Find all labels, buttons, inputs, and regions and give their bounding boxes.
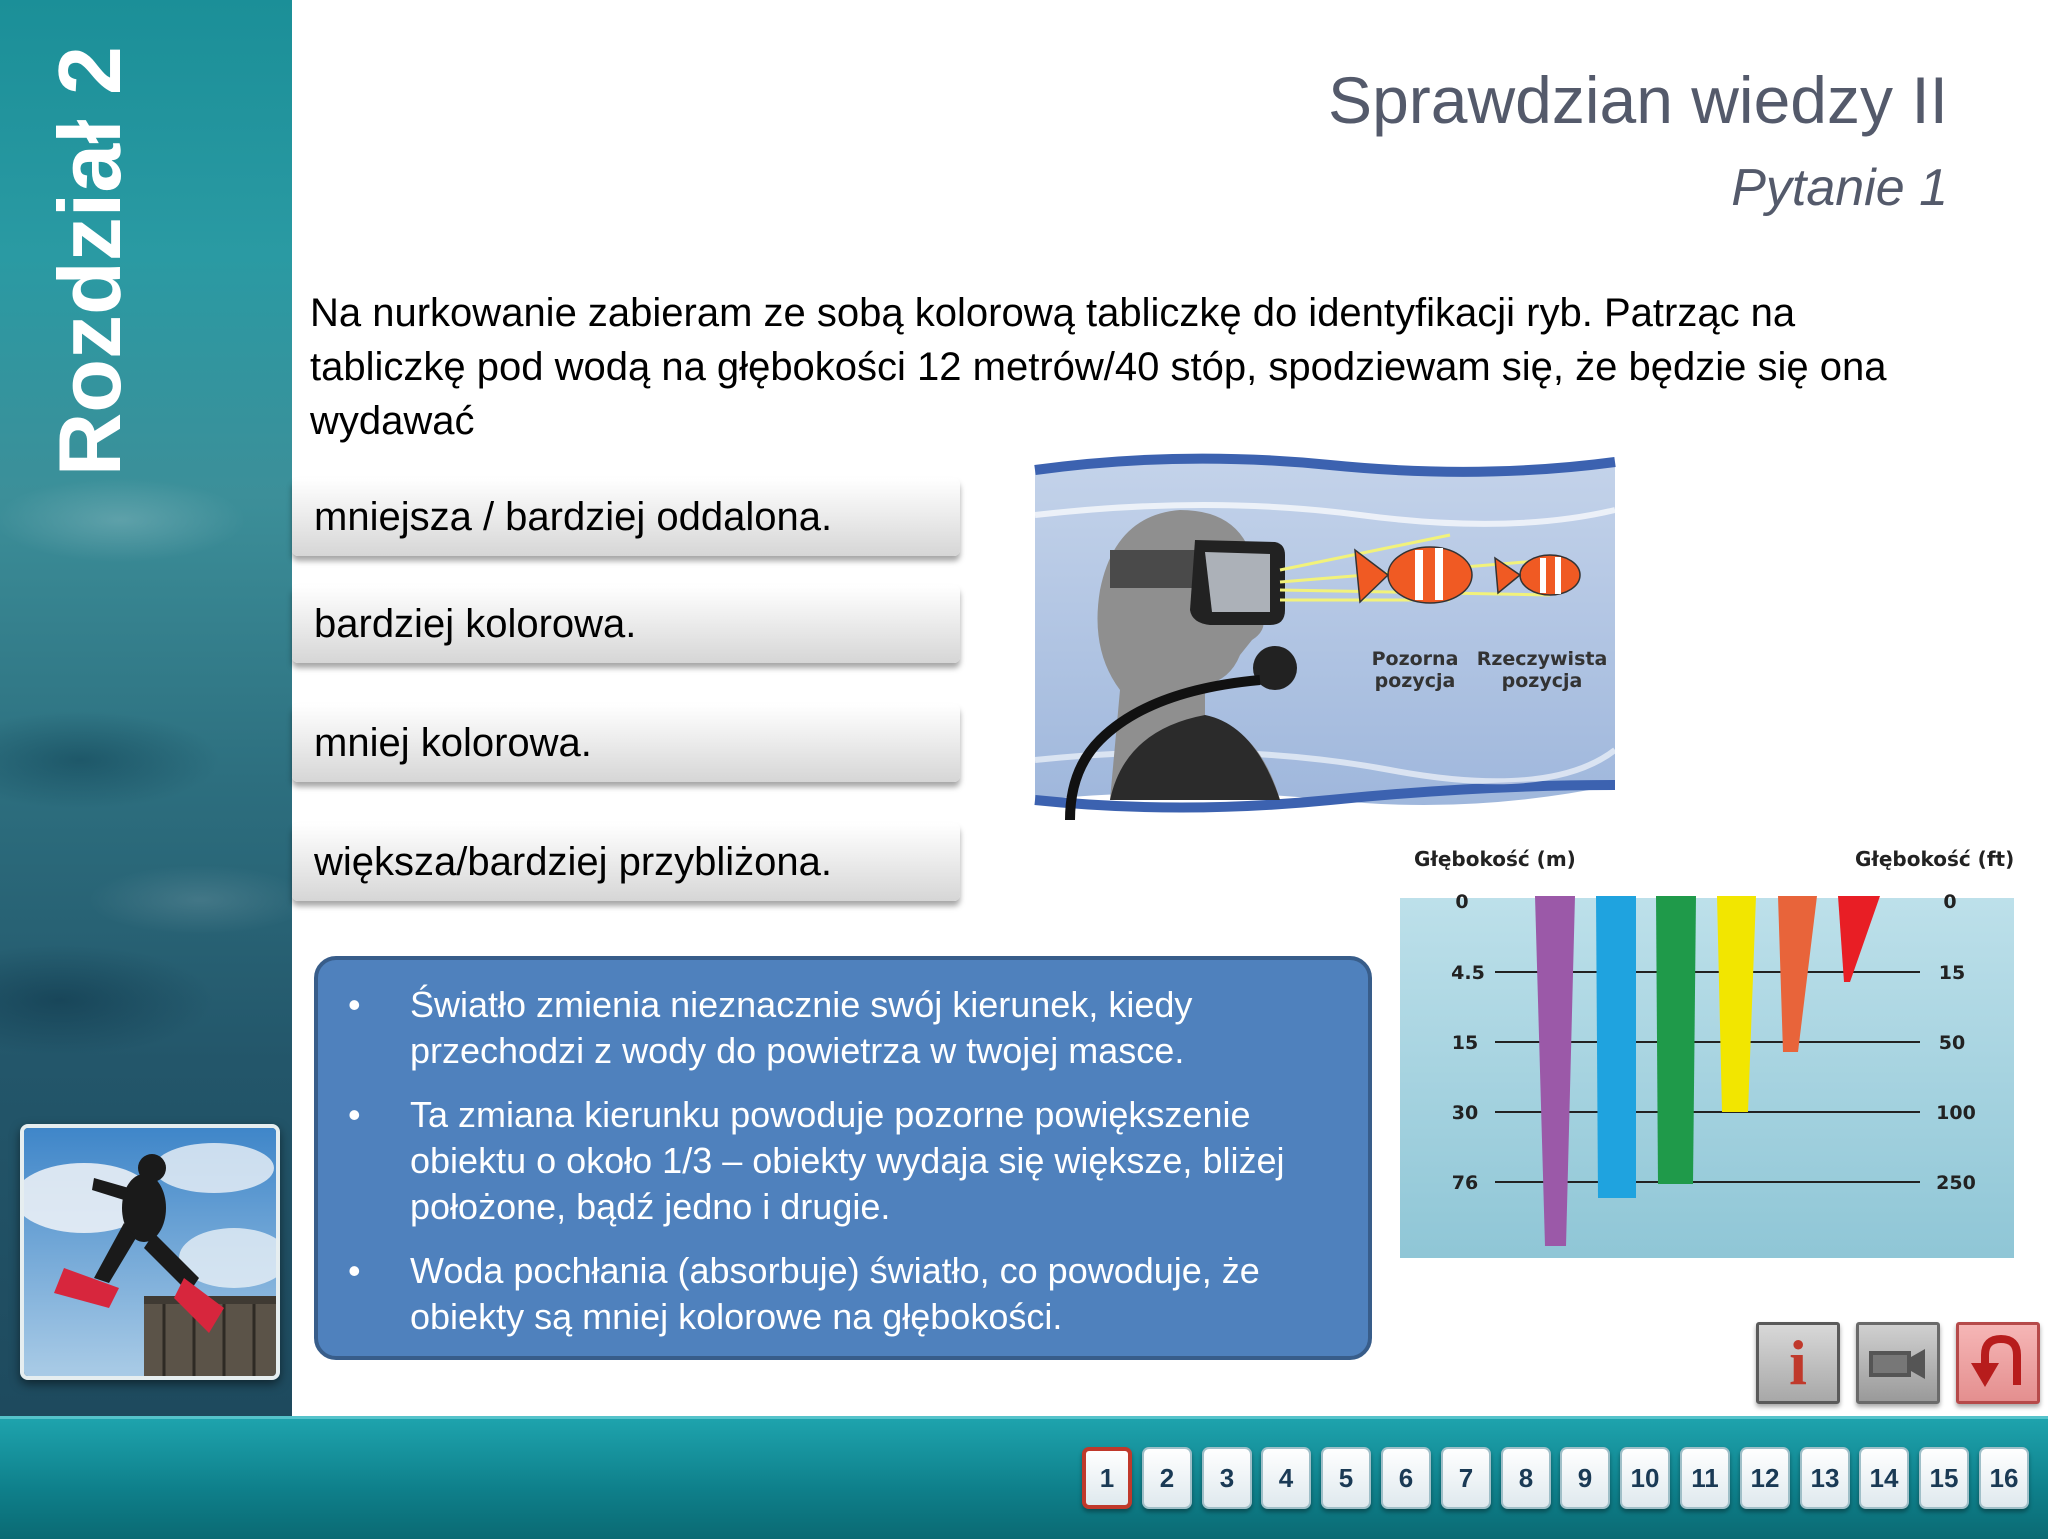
bullet-marker: • [348,1094,361,1135]
page-button-12[interactable]: 12 [1740,1447,1790,1509]
color-absorption-chart [1400,840,2014,1260]
right-tick-4: 250 [1936,1172,1976,1194]
explanation-box [314,956,1372,1360]
page-button-8[interactable]: 8 [1501,1447,1551,1509]
page-button-9[interactable]: 9 [1560,1447,1610,1509]
page-button-4[interactable]: 4 [1261,1447,1311,1509]
apparent-position-label: Pozorna [1371,648,1459,670]
page-button-13[interactable]: 13 [1800,1447,1850,1509]
page-button-15[interactable]: 15 [1919,1447,1969,1509]
explanation-bullet: • Światło zmienia nieznacznie swój kierunek, kiedy przechodzi z wody do powietrza w twojej masce. [348,984,1193,1071]
bullet-marker: • [348,984,361,1025]
video-camera-icon [1859,1325,1937,1401]
left-tick-2: 15 [1451,1032,1479,1054]
right-tick-0: 0 [1943,891,1957,913]
answer-option-a[interactable]: mniejsza / bardziej oddalona. [292,478,960,556]
explanation-bullet: • Woda pochłania (absorbuje) światło, co powoduje, że obiekty są mniej kolorowe na głębokości. [348,1250,1260,1337]
video-button[interactable] [1856,1322,1940,1404]
chapter-title: Rozdział 2 [40,46,139,477]
return-arrow-icon [1959,1325,2037,1401]
left-tick-0: 0 [1455,891,1469,913]
page-button-6[interactable]: 6 [1381,1447,1431,1509]
answer-option-c[interactable]: mniej kolorowa. [292,704,960,782]
page-button-1[interactable]: 1 [1082,1447,1132,1509]
explanation-bullet: • Ta zmiana kierunku powoduje pozorne powiększenie obiektu o około 1/3 – obiekty wydaja się większe, bliżej położone, bądź jedno i drugie. [348,1094,1285,1227]
bullet-marker: • [348,1250,361,1291]
page-button-5[interactable]: 5 [1321,1447,1371,1509]
answer-option-b[interactable]: bardziej kolorowa. [292,585,960,663]
question-text: Na nurkowanie zabieram ze sobą kolorową tabliczkę do identyfikacji ryb. Patrząc na tabliczkę pod wodą na głębokości 12 metrów/40 stóp, spodziewam się, że będzie się ona wydawać [310,291,1887,443]
left-axis-title: Głębokość (m) [1414,847,1576,871]
green-light-bar [1656,896,1696,1184]
apparent-position-label-2: pozycja [1374,670,1456,692]
right-axis-title: Głębokość (ft) [1855,847,2014,871]
page-button-10[interactable]: 10 [1620,1447,1670,1509]
diver-photo [20,1124,280,1380]
page-button-3[interactable]: 3 [1202,1447,1252,1509]
actual-position-label: Rzeczywista [1476,648,1608,670]
actual-position-label-2: pozycja [1501,670,1583,692]
answer-option-d[interactable]: większa/bardziej przybliżona. [292,823,960,901]
right-tick-2: 50 [1938,1032,1966,1054]
return-button[interactable] [1956,1322,2040,1404]
left-tick-3: 30 [1451,1102,1479,1124]
page-button-16[interactable]: 16 [1979,1447,2029,1509]
page-button-14[interactable]: 14 [1859,1447,1909,1509]
chapter-sidebar [0,0,292,1416]
blue-light-bar [1596,896,1636,1198]
question-number: Pytanie 1 [1731,159,1948,217]
left-tick-4: 76 [1451,1172,1479,1194]
navigation-bar [0,1416,2048,1539]
info-button[interactable] [1756,1322,1840,1404]
right-tick-1: 15 [1938,962,1966,984]
refraction-illustration [1030,440,1620,840]
page-title: Sprawdzian wiedzy II [1328,63,1948,137]
page-button-2[interactable]: 2 [1142,1447,1192,1509]
page-button-7[interactable]: 7 [1441,1447,1491,1509]
info-icon: i [1789,1327,1807,1398]
left-tick-1: 4.5 [1451,962,1485,984]
page-button-11[interactable]: 11 [1680,1447,1730,1509]
right-tick-3: 100 [1936,1102,1976,1124]
